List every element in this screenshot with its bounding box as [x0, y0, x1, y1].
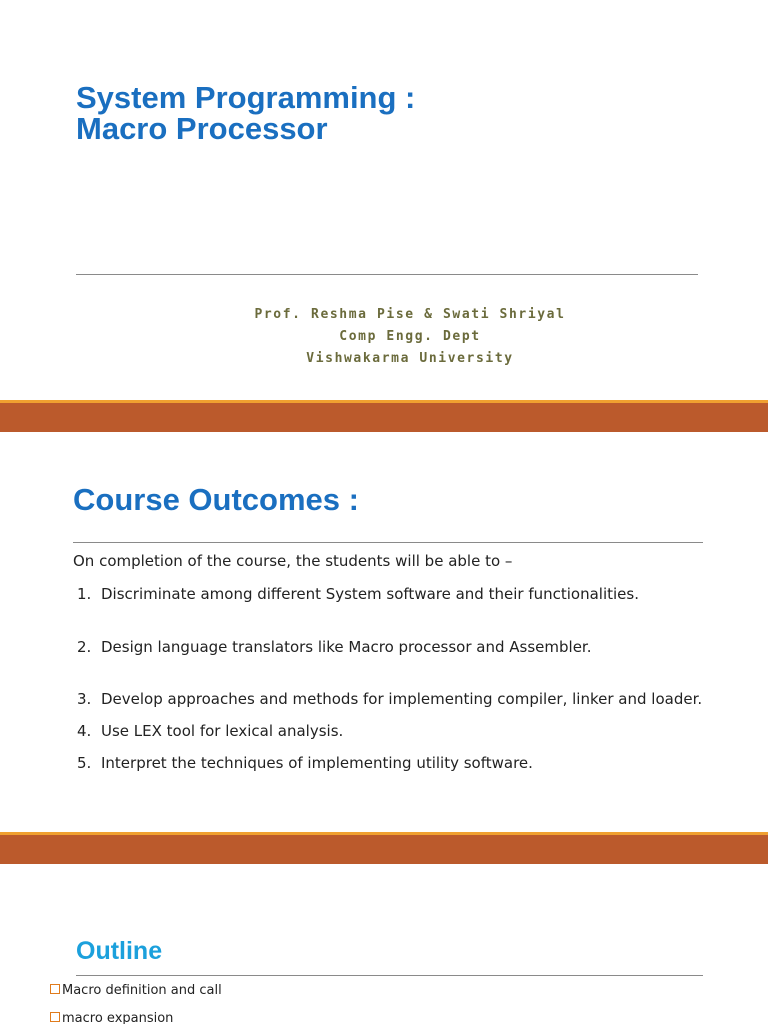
outcome-text: Develop approaches and methods for implementing compiler, linker and loader. — [101, 690, 703, 708]
outcome-item — [77, 753, 533, 773]
outline-item-text: Macro definition and call — [62, 983, 222, 998]
slide-separator-band — [0, 400, 768, 432]
slide-outline — [0, 864, 768, 1024]
outcome-text: Use LEX tool for lexical analysis. — [101, 722, 344, 740]
outcome-number: 4. — [77, 722, 92, 740]
outline-divider — [76, 975, 703, 976]
outcome-text: Discriminate among different System software and their functionalities. — [101, 585, 639, 603]
outcome-item — [77, 721, 343, 741]
separator-stripe — [0, 832, 768, 835]
outcome-number: 3. — [77, 690, 92, 708]
outcome-text: Design language translators like Macro processor and Assembler. — [101, 638, 592, 656]
outcome-number: 5. — [77, 754, 92, 772]
title-line-2: Macro Processor — [76, 111, 328, 146]
outcome-number: 2. — [77, 638, 92, 656]
outcome-item — [77, 584, 639, 604]
outcome-item — [77, 637, 592, 657]
outline-item — [50, 1011, 173, 1024]
outline-item-text: macro expansion — [62, 1011, 174, 1024]
outcomes-divider — [73, 542, 703, 543]
title-line-1: System Programming : — [76, 80, 416, 115]
outcomes-intro: On completion of the course, the students will be able to – — [73, 552, 513, 570]
author-block — [200, 304, 620, 370]
author-names: Prof. Reshma Pise & Swati Shriyal — [254, 307, 566, 322]
outcome-number: 1. — [77, 585, 92, 603]
outcome-item — [77, 689, 702, 709]
slide-title — [0, 0, 768, 400]
slide-separator-band — [0, 832, 768, 864]
hollow-square-bullet-icon — [50, 984, 60, 994]
outcome-text: Interpret the techniques of implementing utility software. — [101, 754, 533, 772]
outline-item — [50, 983, 222, 999]
author-department: Comp Engg. Dept — [339, 329, 481, 344]
separator-stripe — [0, 400, 768, 403]
slide-title-heading — [76, 82, 415, 144]
slide-course-outcomes — [0, 432, 768, 832]
course-outcomes-heading: Course Outcomes : — [73, 482, 359, 517]
author-university: Vishwakarma University — [306, 351, 514, 366]
outline-heading: Outline — [76, 937, 163, 965]
hollow-square-bullet-icon — [50, 1012, 60, 1022]
title-divider — [76, 274, 698, 275]
